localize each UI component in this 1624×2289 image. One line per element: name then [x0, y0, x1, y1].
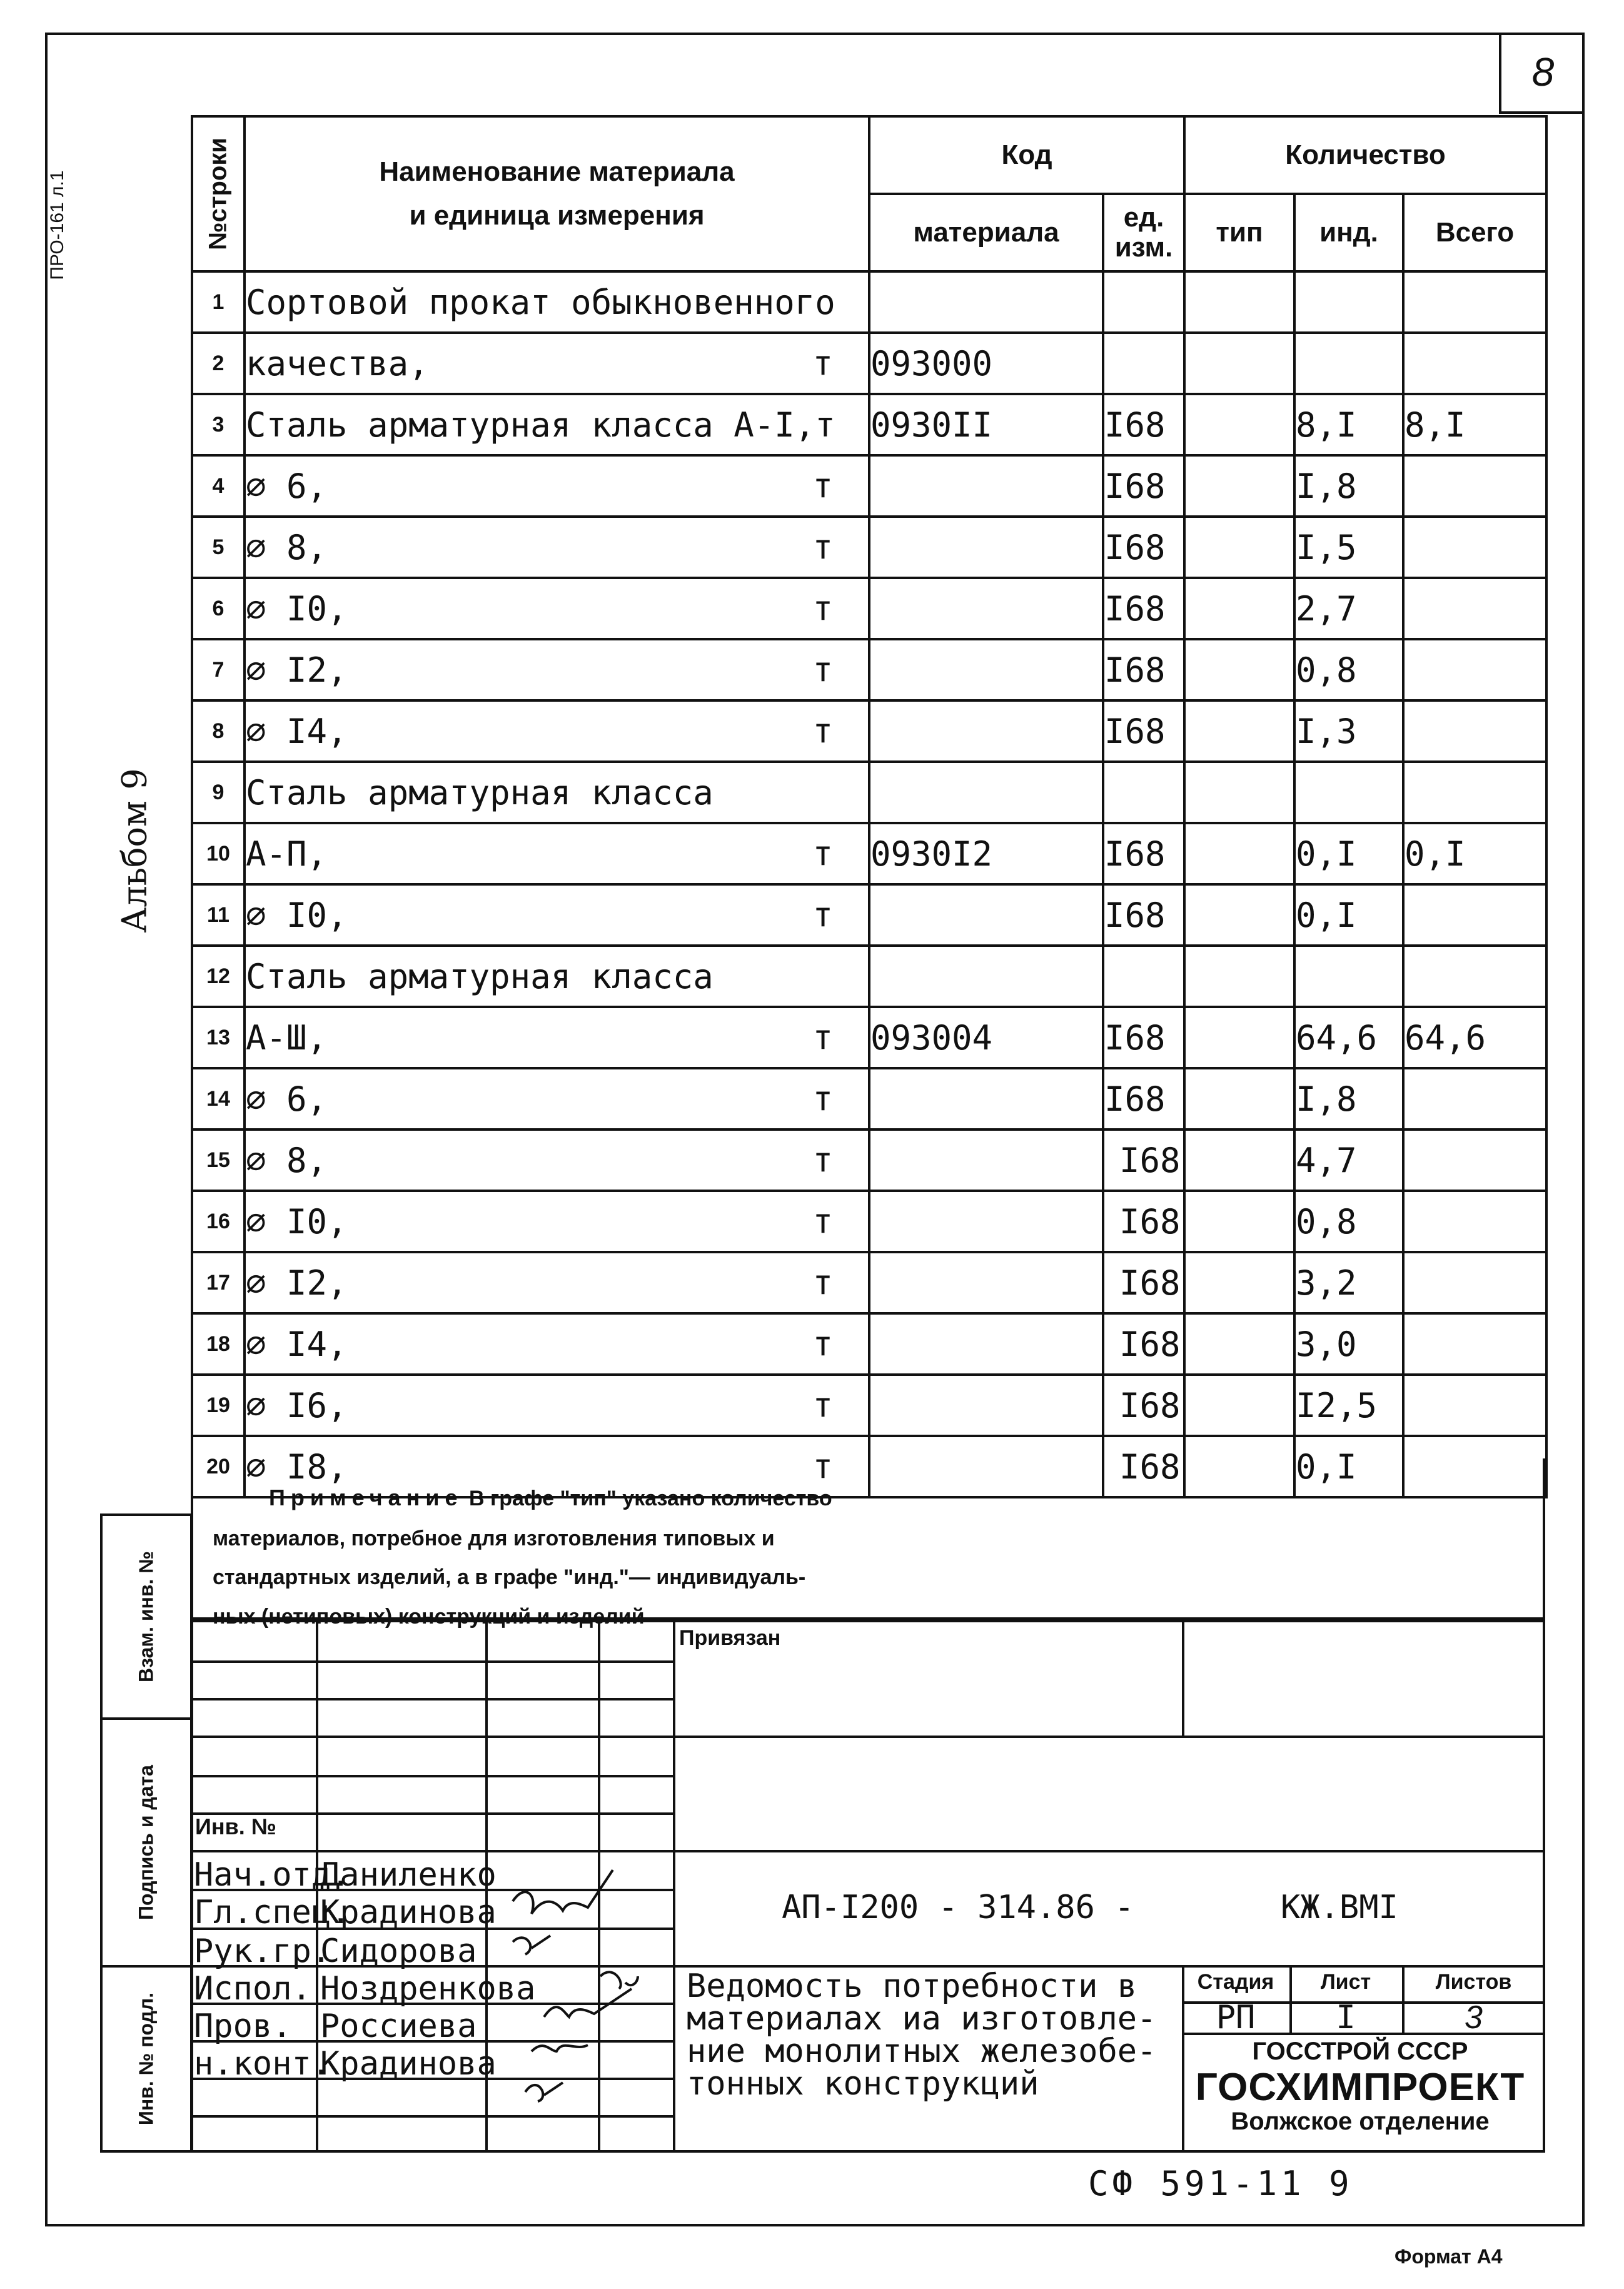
signatures-handwriting — [500, 1851, 688, 2114]
unit-code: I68 — [1103, 578, 1184, 639]
qty-total — [1403, 1252, 1546, 1313]
document-description: Ведомость потребности в материалах иа изготовле- ние монолитных железобе- тонных конструкций — [687, 1968, 1157, 2103]
header-material-code: материала — [869, 194, 1103, 271]
row-number: 14 — [192, 1068, 245, 1129]
material-code — [869, 1313, 1103, 1375]
material-code — [869, 517, 1103, 578]
material-code — [869, 271, 1103, 333]
material-unit: т — [812, 589, 833, 629]
material-code — [869, 946, 1103, 1007]
table-row — [192, 700, 1546, 762]
qty-type — [1184, 1252, 1294, 1313]
qty-individual: 8,I — [1294, 394, 1403, 455]
material-name: Сталь арматурная класса — [245, 946, 869, 1007]
material-name: ∅ 6, т — [245, 1068, 869, 1129]
table-row — [192, 578, 1546, 639]
unit-code — [1103, 271, 1184, 333]
privyazan-label: Привязан — [679, 1626, 781, 1650]
org-line-3: Волжское отделение — [1231, 2108, 1490, 2135]
qty-total — [1403, 1129, 1546, 1191]
unit-code: I68 — [1103, 1129, 1184, 1191]
unit-code: I68 — [1103, 394, 1184, 455]
row-number: 1 — [192, 271, 245, 333]
qty-type — [1184, 1375, 1294, 1436]
table-row — [192, 271, 1546, 333]
row-number: 8 — [192, 700, 245, 762]
side-album-label: Альбом 9 — [114, 768, 154, 933]
stamp-podpis-data: Подпись и дата — [100, 1717, 193, 1968]
stamp-inv-podl: Инв. № подл. — [100, 1965, 193, 2153]
header-total: Всего — [1403, 194, 1546, 271]
qty-individual: I,3 — [1294, 700, 1403, 762]
signature-name: Россиева — [320, 2008, 477, 2045]
table-row — [192, 1375, 1546, 1436]
qty-individual: 2,7 — [1294, 578, 1403, 639]
note-text: Примечание В графе "тип" указано количество материалов, потребное для изготовления типовых и стандартных изделий, а в графе "инд."— индивидуаль- ных (нетиповых) конструкций и изделий — [213, 1485, 832, 1629]
qty-total — [1403, 1375, 1546, 1436]
material-unit: т — [812, 1447, 833, 1487]
qty-individual: 0,8 — [1294, 1191, 1403, 1252]
qty-total — [1403, 1191, 1546, 1252]
row-number: 19 — [192, 1375, 245, 1436]
org-line-1: ГОССТРОЙ СССР — [1252, 2038, 1468, 2065]
unit-code: I68 — [1103, 455, 1184, 517]
row-number: 12 — [192, 946, 245, 1007]
bottom-code: СФ 591-11 9 — [1088, 2164, 1353, 2203]
sheet-number: 8 — [1499, 33, 1585, 114]
qty-individual: 0,8 — [1294, 639, 1403, 700]
row-number: 20 — [192, 1436, 245, 1497]
header-individual: инд. — [1294, 194, 1403, 271]
qty-type — [1184, 271, 1294, 333]
qty-type — [1184, 639, 1294, 700]
header-material-name: Наименование материала и единица измерения — [245, 116, 869, 271]
qty-individual — [1294, 762, 1403, 823]
qty-individual: 3,2 — [1294, 1252, 1403, 1313]
qty-type — [1184, 762, 1294, 823]
table-row — [192, 1007, 1546, 1068]
qty-individual: I,8 — [1294, 455, 1403, 517]
row-number: 18 — [192, 1313, 245, 1375]
qty-individual: 0,I — [1294, 823, 1403, 884]
material-name: ∅ I0, т — [245, 1191, 869, 1252]
material-unit: т — [812, 343, 833, 383]
qty-type — [1184, 700, 1294, 762]
row-number: 17 — [192, 1252, 245, 1313]
material-code — [869, 1252, 1103, 1313]
material-name: А-П, т — [245, 823, 869, 884]
qty-total — [1403, 884, 1546, 946]
row-number: 7 — [192, 639, 245, 700]
material-code — [869, 455, 1103, 517]
row-number: 4 — [192, 455, 245, 517]
material-name: ∅ I4, т — [245, 1313, 869, 1375]
stage-value: РП — [1216, 1999, 1256, 2036]
table-row — [192, 1129, 1546, 1191]
material-unit: т — [812, 834, 833, 874]
inv-number-label: Инв. № — [195, 1814, 276, 1839]
material-unit: т — [812, 1263, 833, 1303]
row-number: 13 — [192, 1007, 245, 1068]
material-code: 0930I2 — [869, 823, 1103, 884]
signature-role: Испол. — [194, 1970, 311, 2008]
material-unit: т — [812, 1079, 833, 1119]
signature-role: Пров. — [194, 2008, 292, 2045]
table-row — [192, 394, 1546, 455]
unit-code: I68 — [1103, 700, 1184, 762]
qty-type — [1184, 1007, 1294, 1068]
qty-total: 64,6 — [1403, 1007, 1546, 1068]
header-row-number: №строки — [192, 116, 245, 271]
material-unit: т — [812, 1018, 833, 1058]
material-unit: т — [812, 711, 833, 751]
qty-individual: I,5 — [1294, 517, 1403, 578]
signature-name: Сидорова — [320, 1933, 477, 1970]
table-row — [192, 333, 1546, 394]
qty-individual: I,8 — [1294, 1068, 1403, 1129]
material-code: 093004 — [869, 1007, 1103, 1068]
header-type: тип — [1184, 194, 1294, 271]
qty-individual: 3,0 — [1294, 1313, 1403, 1375]
material-unit: т — [812, 1324, 833, 1364]
row-number: 11 — [192, 884, 245, 946]
unit-code: I68 — [1103, 1313, 1184, 1375]
material-name: ∅ I6, т — [245, 1375, 869, 1436]
qty-type — [1184, 394, 1294, 455]
qty-total — [1403, 578, 1546, 639]
signature-role: Нач.отд. — [194, 1856, 351, 1894]
table-row — [192, 455, 1546, 517]
material-unit: т — [812, 895, 833, 935]
unit-code: I68 — [1103, 517, 1184, 578]
signature-role: н.конт. — [194, 2045, 331, 2083]
unit-code: I68 — [1103, 1252, 1184, 1313]
unit-code: I68 — [1103, 884, 1184, 946]
material-code — [869, 1068, 1103, 1129]
qty-type — [1184, 1313, 1294, 1375]
row-number: 6 — [192, 578, 245, 639]
qty-individual: 4,7 — [1294, 1129, 1403, 1191]
unit-code — [1103, 333, 1184, 394]
signature-role: Гл.спец. — [194, 1894, 351, 1931]
qty-type — [1184, 1129, 1294, 1191]
unit-code: I68 — [1103, 823, 1184, 884]
material-code: 0930II — [869, 394, 1103, 455]
sheet-value: I — [1336, 1999, 1356, 2036]
material-code: 093000 — [869, 333, 1103, 394]
qty-total — [1403, 455, 1546, 517]
side-top-code: ПРО-161 л.1 — [47, 170, 68, 280]
qty-type — [1184, 884, 1294, 946]
materials-table — [191, 115, 1548, 1498]
qty-individual — [1294, 271, 1403, 333]
document-code: АП-I200 - 314.86 - — [782, 1889, 1134, 1926]
qty-type — [1184, 578, 1294, 639]
table-row — [192, 823, 1546, 884]
row-number: 2 — [192, 333, 245, 394]
qty-type — [1184, 1068, 1294, 1129]
material-code — [869, 1375, 1103, 1436]
stamp-vzam-inv: Взам. инв. № — [100, 1513, 193, 1720]
material-name: ∅ I2, т — [245, 639, 869, 700]
document-code-suffix: КЖ.ВМI — [1281, 1889, 1398, 1926]
material-name: Сталь арматурная класса — [245, 762, 869, 823]
material-code — [869, 700, 1103, 762]
qty-total — [1403, 1068, 1546, 1129]
material-unit: т — [812, 1385, 833, 1425]
org-line-2: ГОСХИМПРОЕКТ — [1195, 2066, 1525, 2109]
signature-name: Крадинова — [320, 1894, 497, 1931]
sheets-value: 3 — [1465, 1999, 1483, 2036]
material-code — [869, 1129, 1103, 1191]
table-row — [192, 639, 1546, 700]
table-row — [192, 762, 1546, 823]
qty-total — [1403, 639, 1546, 700]
qty-total — [1403, 946, 1546, 1007]
header-code: Код — [869, 116, 1184, 194]
signature-name: Крадинова — [320, 2045, 497, 2083]
row-number: 9 — [192, 762, 245, 823]
unit-code: I68 — [1103, 1007, 1184, 1068]
signature-name: Даниленко — [320, 1856, 497, 1894]
material-unit: т — [812, 650, 833, 690]
material-name: ∅ I0, т — [245, 578, 869, 639]
material-name: ∅ 8, т — [245, 517, 869, 578]
material-code — [869, 639, 1103, 700]
qty-individual: 64,6 — [1294, 1007, 1403, 1068]
qty-total — [1403, 271, 1546, 333]
material-name: ∅ 8, т — [245, 1129, 869, 1191]
qty-individual: I2,5 — [1294, 1375, 1403, 1436]
row-number: 3 — [192, 394, 245, 455]
material-unit: т — [812, 466, 833, 506]
header-quantity: Количество — [1184, 116, 1546, 194]
material-name: А-Ш, т — [245, 1007, 869, 1068]
material-name: ∅ I8, т — [245, 1436, 869, 1497]
qty-total: 8,I — [1403, 394, 1546, 455]
material-unit: т — [812, 1140, 833, 1180]
material-code — [869, 578, 1103, 639]
material-name: качества, т — [245, 333, 869, 394]
material-code — [869, 762, 1103, 823]
table-row — [192, 1191, 1546, 1252]
header-unit-code: ед. изм. — [1103, 194, 1184, 271]
qty-individual — [1294, 946, 1403, 1007]
signature-role: Рук.гр. — [194, 1933, 331, 1970]
qty-type — [1184, 517, 1294, 578]
row-number: 15 — [192, 1129, 245, 1191]
qty-total — [1403, 517, 1546, 578]
unit-code: I68 — [1103, 1436, 1184, 1497]
material-unit: т — [812, 527, 833, 567]
material-unit: т — [812, 1201, 833, 1241]
format-label: Формат А4 — [1395, 2245, 1503, 2268]
material-name: Сталь арматурная класса А-I,т — [245, 394, 869, 455]
unit-code: I68 — [1103, 1375, 1184, 1436]
qty-type — [1184, 823, 1294, 884]
material-name: ∅ I4, т — [245, 700, 869, 762]
qty-total: 0,I — [1403, 823, 1546, 884]
table-row — [192, 884, 1546, 946]
unit-code — [1103, 946, 1184, 1007]
row-number: 16 — [192, 1191, 245, 1252]
qty-type — [1184, 455, 1294, 517]
qty-total — [1403, 762, 1546, 823]
material-code — [869, 884, 1103, 946]
table-row — [192, 1068, 1546, 1129]
qty-type — [1184, 946, 1294, 1007]
sheet-label: Лист — [1320, 1970, 1371, 1994]
stage-label: Стадия — [1197, 1970, 1274, 1994]
unit-code — [1103, 762, 1184, 823]
qty-total — [1403, 700, 1546, 762]
qty-type — [1184, 333, 1294, 394]
unit-code: I68 — [1103, 639, 1184, 700]
qty-individual: 0,I — [1294, 1436, 1403, 1497]
material-name: ∅ 6, т — [245, 455, 869, 517]
table-row — [192, 1313, 1546, 1375]
row-number: 5 — [192, 517, 245, 578]
qty-total — [1403, 333, 1546, 394]
material-name: Сортовой прокат обыкновенного — [245, 271, 869, 333]
signature-name: Ноздренкова — [320, 1970, 536, 2008]
unit-code: I68 — [1103, 1191, 1184, 1252]
unit-code: I68 — [1103, 1068, 1184, 1129]
qty-individual: 0,I — [1294, 884, 1403, 946]
material-name: ∅ I2, т — [245, 1252, 869, 1313]
table-row — [192, 1252, 1546, 1313]
sheets-label: Листов — [1435, 1970, 1512, 1994]
qty-individual — [1294, 333, 1403, 394]
row-number: 10 — [192, 823, 245, 884]
material-name: ∅ I0, т — [245, 884, 869, 946]
qty-type — [1184, 1191, 1294, 1252]
table-row — [192, 517, 1546, 578]
table-row — [192, 946, 1546, 1007]
material-code — [869, 1191, 1103, 1252]
qty-total — [1403, 1313, 1546, 1375]
